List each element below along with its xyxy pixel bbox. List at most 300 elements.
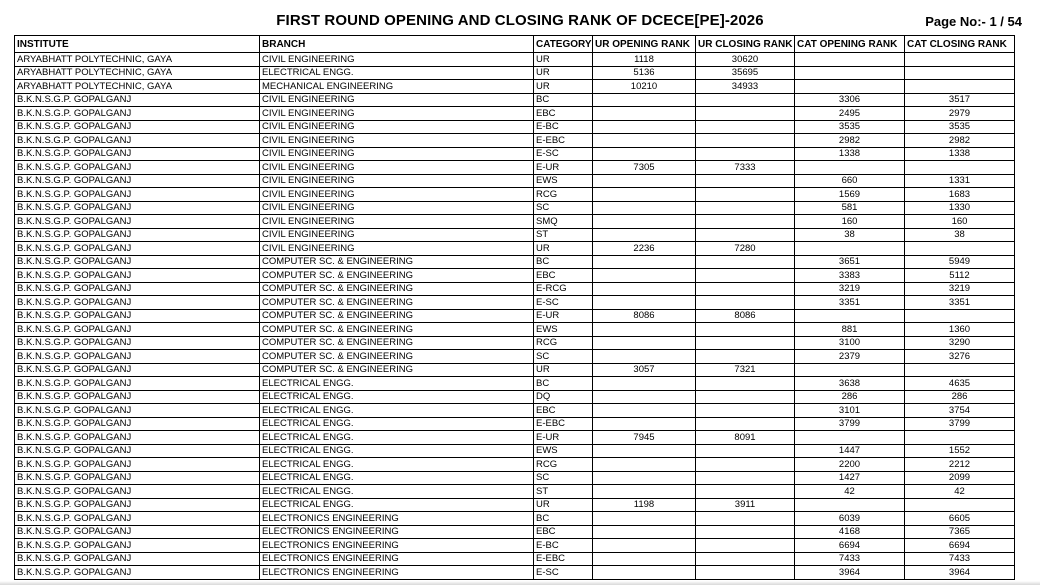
page-number: Page No:- 1 / 54 [925, 14, 1022, 29]
cell-institute: B.K.N.S.G.P. GOPALGANJ [15, 296, 260, 310]
cell-category: EWS [534, 444, 593, 458]
cell-branch: ELECTRONICS ENGINEERING [260, 512, 534, 526]
cell-institute: B.K.N.S.G.P. GOPALGANJ [15, 107, 260, 121]
cell-category: UR [534, 80, 593, 94]
cell-cat-closing-rank [905, 309, 1015, 323]
cell-cat-closing-rank: 38 [905, 228, 1015, 242]
cell-ur-opening-rank: 7945 [593, 431, 696, 445]
cell-cat-opening-rank: 881 [795, 323, 905, 337]
table-row [15, 350, 1015, 364]
cell-branch: COMPUTER SC. & ENGINEERING [260, 309, 534, 323]
table-row [15, 458, 1015, 472]
table-row [15, 417, 1015, 431]
header-category: CATEGORY [534, 36, 593, 53]
cell-branch: ELECTRICAL ENGG. [260, 66, 534, 80]
cell-ur-opening-rank: 2236 [593, 242, 696, 256]
cell-cat-opening-rank: 2200 [795, 458, 905, 472]
cell-category: UR [534, 363, 593, 377]
cell-ur-closing-rank [696, 471, 795, 485]
cell-ur-closing-rank: 30620 [696, 53, 795, 67]
cell-cat-closing-rank: 3964 [905, 566, 1015, 580]
cell-cat-opening-rank [795, 309, 905, 323]
document-title: FIRST ROUND OPENING AND CLOSING RANK OF DCECE[PE]-2026 [276, 12, 764, 29]
cell-cat-opening-rank: 3964 [795, 566, 905, 580]
cell-ur-closing-rank [696, 390, 795, 404]
cell-cat-opening-rank: 3100 [795, 336, 905, 350]
cell-branch: CIVIL ENGINEERING [260, 242, 534, 256]
cell-branch: CIVIL ENGINEERING [260, 120, 534, 134]
cell-cat-closing-rank: 3799 [905, 417, 1015, 431]
cell-ur-closing-rank: 8086 [696, 309, 795, 323]
cell-ur-opening-rank [593, 201, 696, 215]
cell-branch: CIVIL ENGINEERING [260, 174, 534, 188]
cell-cat-opening-rank: 581 [795, 201, 905, 215]
cell-cat-closing-rank: 1330 [905, 201, 1015, 215]
cell-ur-opening-rank [593, 512, 696, 526]
cell-branch: CIVIL ENGINEERING [260, 53, 534, 67]
cell-ur-closing-rank [696, 444, 795, 458]
cell-ur-opening-rank [593, 215, 696, 229]
cell-cat-opening-rank: 3638 [795, 377, 905, 391]
cell-cat-opening-rank: 3651 [795, 255, 905, 269]
cell-ur-closing-rank [696, 201, 795, 215]
cell-category: UR [534, 242, 593, 256]
cell-category: SC [534, 201, 593, 215]
cell-ur-closing-rank [696, 458, 795, 472]
cell-category: EBC [534, 525, 593, 539]
table-row [15, 161, 1015, 175]
cell-cat-closing-rank: 42 [905, 485, 1015, 499]
cell-ur-closing-rank [696, 107, 795, 121]
cell-institute: B.K.N.S.G.P. GOPALGANJ [15, 269, 260, 283]
cell-category: E-SC [534, 147, 593, 161]
cell-category: E-UR [534, 161, 593, 175]
cell-branch: COMPUTER SC. & ENGINEERING [260, 350, 534, 364]
cell-institute: B.K.N.S.G.P. GOPALGANJ [15, 282, 260, 296]
cell-branch: COMPUTER SC. & ENGINEERING [260, 255, 534, 269]
cell-cat-opening-rank: 160 [795, 215, 905, 229]
table-row [15, 485, 1015, 499]
cell-branch: CIVIL ENGINEERING [260, 228, 534, 242]
cell-category: E-SC [534, 296, 593, 310]
cell-institute: B.K.N.S.G.P. GOPALGANJ [15, 215, 260, 229]
cell-ur-opening-rank [593, 255, 696, 269]
table-row [15, 201, 1015, 215]
cell-ur-closing-rank [696, 350, 795, 364]
cell-ur-opening-rank [593, 377, 696, 391]
cell-ur-opening-rank: 1198 [593, 498, 696, 512]
cell-cat-opening-rank [795, 498, 905, 512]
cell-ur-closing-rank: 3911 [696, 498, 795, 512]
cell-branch: ELECTRICAL ENGG. [260, 498, 534, 512]
cell-ur-opening-rank [593, 471, 696, 485]
cell-institute: B.K.N.S.G.P. GOPALGANJ [15, 377, 260, 391]
cell-institute: B.K.N.S.G.P. GOPALGANJ [15, 404, 260, 418]
cell-institute: B.K.N.S.G.P. GOPALGANJ [15, 417, 260, 431]
cell-category: E-UR [534, 431, 593, 445]
cell-cat-opening-rank: 3306 [795, 93, 905, 107]
cell-ur-opening-rank [593, 174, 696, 188]
cell-cat-closing-rank [905, 431, 1015, 445]
cell-cat-opening-rank: 3219 [795, 282, 905, 296]
cell-category: EWS [534, 323, 593, 337]
cell-cat-closing-rank: 3754 [905, 404, 1015, 418]
cell-cat-opening-rank [795, 66, 905, 80]
cell-institute: B.K.N.S.G.P. GOPALGANJ [15, 539, 260, 553]
cell-cat-closing-rank: 1360 [905, 323, 1015, 337]
cell-ur-opening-rank [593, 444, 696, 458]
table-row [15, 566, 1015, 580]
header-ur-closing-rank: UR CLOSING RANK [696, 36, 795, 53]
cell-ur-closing-rank: 7321 [696, 363, 795, 377]
cell-cat-opening-rank: 6039 [795, 512, 905, 526]
cell-ur-closing-rank [696, 417, 795, 431]
cell-branch: ELECTRONICS ENGINEERING [260, 539, 534, 553]
cell-ur-opening-rank [593, 120, 696, 134]
cell-ur-closing-rank [696, 512, 795, 526]
cell-cat-closing-rank: 2212 [905, 458, 1015, 472]
table-row [15, 471, 1015, 485]
cell-cat-opening-rank [795, 161, 905, 175]
table-row [15, 174, 1015, 188]
cell-branch: CIVIL ENGINEERING [260, 215, 534, 229]
cell-category: E-EBC [534, 552, 593, 566]
cell-institute: ARYABHATT POLYTECHNIC, GAYA [15, 53, 260, 67]
cell-ur-opening-rank [593, 485, 696, 499]
cell-ur-closing-rank: 35695 [696, 66, 795, 80]
cell-branch: CIVIL ENGINEERING [260, 107, 534, 121]
table-row [15, 444, 1015, 458]
cell-institute: ARYABHATT POLYTECHNIC, GAYA [15, 80, 260, 94]
cell-category: SC [534, 471, 593, 485]
cell-ur-opening-rank: 1118 [593, 53, 696, 67]
cell-cat-closing-rank: 286 [905, 390, 1015, 404]
cell-institute: B.K.N.S.G.P. GOPALGANJ [15, 431, 260, 445]
cell-institute: B.K.N.S.G.P. GOPALGANJ [15, 471, 260, 485]
cell-ur-closing-rank [696, 377, 795, 391]
cell-ur-opening-rank [593, 282, 696, 296]
cell-ur-opening-rank: 5136 [593, 66, 696, 80]
table-row [15, 80, 1015, 94]
cell-category: EWS [534, 174, 593, 188]
cell-cat-opening-rank: 3535 [795, 120, 905, 134]
cell-institute: B.K.N.S.G.P. GOPALGANJ [15, 134, 260, 148]
header-branch: BRANCH [260, 36, 534, 53]
cell-cat-opening-rank: 1569 [795, 188, 905, 202]
cell-ur-closing-rank: 7280 [696, 242, 795, 256]
cell-cat-closing-rank: 4635 [905, 377, 1015, 391]
cell-ur-closing-rank [696, 404, 795, 418]
table-row [15, 498, 1015, 512]
cell-ur-opening-rank [593, 458, 696, 472]
cell-ur-closing-rank [696, 323, 795, 337]
table-row [15, 120, 1015, 134]
cell-branch: COMPUTER SC. & ENGINEERING [260, 323, 534, 337]
cell-cat-closing-rank: 2979 [905, 107, 1015, 121]
table-row [15, 269, 1015, 283]
cell-cat-opening-rank: 1338 [795, 147, 905, 161]
cell-institute: B.K.N.S.G.P. GOPALGANJ [15, 485, 260, 499]
cell-cat-closing-rank: 1331 [905, 174, 1015, 188]
cell-ur-closing-rank: 34933 [696, 80, 795, 94]
cell-cat-closing-rank: 6605 [905, 512, 1015, 526]
cell-category: UR [534, 53, 593, 67]
table-row [15, 107, 1015, 121]
header-cat-opening-rank: CAT OPENING RANK [795, 36, 905, 53]
cell-ur-closing-rank [696, 539, 795, 553]
cell-category: DQ [534, 390, 593, 404]
cell-ur-opening-rank [593, 539, 696, 553]
cell-cat-opening-rank: 2495 [795, 107, 905, 121]
table-row [15, 363, 1015, 377]
cell-cat-closing-rank: 1338 [905, 147, 1015, 161]
cell-category: SC [534, 350, 593, 364]
cell-branch: ELECTRICAL ENGG. [260, 404, 534, 418]
header-ur-opening-rank: UR OPENING RANK [593, 36, 696, 53]
cell-ur-opening-rank: 10210 [593, 80, 696, 94]
cell-ur-closing-rank [696, 282, 795, 296]
table-row [15, 282, 1015, 296]
cell-ur-closing-rank [696, 93, 795, 107]
rank-table [14, 35, 1015, 580]
cell-cat-closing-rank: 3276 [905, 350, 1015, 364]
table-row [15, 228, 1015, 242]
cell-ur-opening-rank [593, 269, 696, 283]
cell-ur-opening-rank: 8086 [593, 309, 696, 323]
cell-category: E-RCG [534, 282, 593, 296]
cell-ur-opening-rank [593, 228, 696, 242]
cell-ur-opening-rank [593, 336, 696, 350]
table-body [15, 53, 1015, 580]
cell-institute: B.K.N.S.G.P. GOPALGANJ [15, 390, 260, 404]
cell-category: RCG [534, 458, 593, 472]
cell-branch: CIVIL ENGINEERING [260, 161, 534, 175]
cell-category: EBC [534, 404, 593, 418]
cell-category: E-UR [534, 309, 593, 323]
cell-ur-closing-rank: 7333 [696, 161, 795, 175]
cell-cat-opening-rank: 38 [795, 228, 905, 242]
cell-cat-closing-rank [905, 363, 1015, 377]
cell-cat-closing-rank: 3351 [905, 296, 1015, 310]
cell-institute: B.K.N.S.G.P. GOPALGANJ [15, 255, 260, 269]
cell-branch: CIVIL ENGINEERING [260, 188, 534, 202]
cell-institute: B.K.N.S.G.P. GOPALGANJ [15, 242, 260, 256]
cell-cat-closing-rank [905, 498, 1015, 512]
cell-category: ST [534, 228, 593, 242]
cell-category: ST [534, 485, 593, 499]
cell-branch: ELECTRICAL ENGG. [260, 471, 534, 485]
table-row [15, 431, 1015, 445]
cell-branch: CIVIL ENGINEERING [260, 147, 534, 161]
table-row [15, 134, 1015, 148]
cell-category: E-EBC [534, 417, 593, 431]
header-cat-closing-rank: CAT CLOSING RANK [905, 36, 1015, 53]
cell-institute: B.K.N.S.G.P. GOPALGANJ [15, 188, 260, 202]
cell-branch: COMPUTER SC. & ENGINEERING [260, 269, 534, 283]
cell-category: UR [534, 498, 593, 512]
table-header-row [15, 36, 1015, 53]
cell-cat-closing-rank: 1552 [905, 444, 1015, 458]
cell-cat-closing-rank: 3290 [905, 336, 1015, 350]
cell-category: BC [534, 512, 593, 526]
cell-cat-closing-rank [905, 66, 1015, 80]
cell-cat-opening-rank [795, 80, 905, 94]
cell-institute: ARYABHATT POLYTECHNIC, GAYA [15, 66, 260, 80]
table-row [15, 336, 1015, 350]
cell-ur-closing-rank [696, 566, 795, 580]
cell-cat-opening-rank [795, 53, 905, 67]
cell-ur-closing-rank [696, 215, 795, 229]
cell-branch: CIVIL ENGINEERING [260, 134, 534, 148]
cell-ur-closing-rank [696, 255, 795, 269]
cell-cat-closing-rank: 7365 [905, 525, 1015, 539]
cell-institute: B.K.N.S.G.P. GOPALGANJ [15, 350, 260, 364]
cell-branch: COMPUTER SC. & ENGINEERING [260, 363, 534, 377]
cell-ur-opening-rank [593, 525, 696, 539]
cell-institute: B.K.N.S.G.P. GOPALGANJ [15, 444, 260, 458]
cell-branch: COMPUTER SC. & ENGINEERING [260, 336, 534, 350]
cell-ur-opening-rank [593, 107, 696, 121]
cell-institute: B.K.N.S.G.P. GOPALGANJ [15, 120, 260, 134]
cell-ur-opening-rank [593, 404, 696, 418]
cell-branch: CIVIL ENGINEERING [260, 93, 534, 107]
cell-branch: COMPUTER SC. & ENGINEERING [260, 296, 534, 310]
cell-ur-closing-rank [696, 228, 795, 242]
cell-category: UR [534, 66, 593, 80]
cell-cat-closing-rank [905, 242, 1015, 256]
cell-cat-opening-rank: 6694 [795, 539, 905, 553]
table-row [15, 296, 1015, 310]
cell-cat-opening-rank: 4168 [795, 525, 905, 539]
table-row [15, 215, 1015, 229]
cell-cat-closing-rank [905, 161, 1015, 175]
table-row [15, 242, 1015, 256]
cell-institute: B.K.N.S.G.P. GOPALGANJ [15, 363, 260, 377]
cell-institute: B.K.N.S.G.P. GOPALGANJ [15, 458, 260, 472]
table-row [15, 53, 1015, 67]
cell-cat-opening-rank [795, 431, 905, 445]
cell-institute: B.K.N.S.G.P. GOPALGANJ [15, 566, 260, 580]
cell-institute: B.K.N.S.G.P. GOPALGANJ [15, 336, 260, 350]
cell-cat-closing-rank: 3219 [905, 282, 1015, 296]
cell-cat-closing-rank: 1683 [905, 188, 1015, 202]
cell-cat-opening-rank: 1447 [795, 444, 905, 458]
cell-ur-opening-rank [593, 552, 696, 566]
cell-ur-closing-rank [696, 134, 795, 148]
cell-ur-opening-rank [593, 323, 696, 337]
cell-category: EBC [534, 269, 593, 283]
cell-cat-closing-rank [905, 80, 1015, 94]
cell-cat-opening-rank: 3101 [795, 404, 905, 418]
cell-institute: B.K.N.S.G.P. GOPALGANJ [15, 228, 260, 242]
cell-institute: B.K.N.S.G.P. GOPALGANJ [15, 309, 260, 323]
cell-ur-opening-rank [593, 390, 696, 404]
cell-branch: ELECTRONICS ENGINEERING [260, 552, 534, 566]
cell-branch: ELECTRICAL ENGG. [260, 417, 534, 431]
cell-ur-opening-rank [593, 417, 696, 431]
cell-branch: ELECTRICAL ENGG. [260, 377, 534, 391]
cell-category: RCG [534, 188, 593, 202]
cell-branch: ELECTRICAL ENGG. [260, 444, 534, 458]
table-row [15, 147, 1015, 161]
cell-category: E-SC [534, 566, 593, 580]
page-bottom-shadow [0, 581, 1040, 585]
table-row [15, 552, 1015, 566]
table-row [15, 309, 1015, 323]
cell-ur-closing-rank [696, 552, 795, 566]
cell-category: E-EBC [534, 134, 593, 148]
table-row [15, 539, 1015, 553]
cell-institute: B.K.N.S.G.P. GOPALGANJ [15, 498, 260, 512]
cell-category: E-BC [534, 539, 593, 553]
cell-cat-opening-rank: 660 [795, 174, 905, 188]
cell-ur-closing-rank [696, 147, 795, 161]
table-row [15, 525, 1015, 539]
cell-ur-opening-rank: 3057 [593, 363, 696, 377]
cell-institute: B.K.N.S.G.P. GOPALGANJ [15, 201, 260, 215]
cell-branch: ELECTRONICS ENGINEERING [260, 525, 534, 539]
cell-ur-opening-rank [593, 147, 696, 161]
cell-cat-opening-rank: 3799 [795, 417, 905, 431]
cell-branch: CIVIL ENGINEERING [260, 201, 534, 215]
table-row [15, 377, 1015, 391]
cell-category: E-BC [534, 120, 593, 134]
table-row [15, 323, 1015, 337]
cell-ur-closing-rank [696, 485, 795, 499]
cell-institute: B.K.N.S.G.P. GOPALGANJ [15, 525, 260, 539]
table-row [15, 66, 1015, 80]
cell-category: BC [534, 377, 593, 391]
cell-institute: B.K.N.S.G.P. GOPALGANJ [15, 93, 260, 107]
cell-cat-closing-rank: 160 [905, 215, 1015, 229]
cell-cat-closing-rank: 6694 [905, 539, 1015, 553]
cell-institute: B.K.N.S.G.P. GOPALGANJ [15, 174, 260, 188]
cell-ur-opening-rank: 7305 [593, 161, 696, 175]
cell-institute: B.K.N.S.G.P. GOPALGANJ [15, 512, 260, 526]
cell-cat-opening-rank: 3351 [795, 296, 905, 310]
table-row [15, 93, 1015, 107]
cell-ur-closing-rank [696, 188, 795, 202]
cell-cat-opening-rank [795, 242, 905, 256]
cell-branch: COMPUTER SC. & ENGINEERING [260, 282, 534, 296]
cell-cat-closing-rank: 3517 [905, 93, 1015, 107]
cell-category: SMQ [534, 215, 593, 229]
table-row [15, 390, 1015, 404]
cell-cat-closing-rank: 7433 [905, 552, 1015, 566]
cell-ur-closing-rank [696, 120, 795, 134]
cell-branch: ELECTRICAL ENGG. [260, 485, 534, 499]
cell-cat-closing-rank: 5112 [905, 269, 1015, 283]
cell-cat-opening-rank: 2379 [795, 350, 905, 364]
cell-branch: ELECTRICAL ENGG. [260, 431, 534, 445]
cell-category: BC [534, 255, 593, 269]
cell-cat-closing-rank: 2982 [905, 134, 1015, 148]
cell-cat-opening-rank: 3383 [795, 269, 905, 283]
cell-category: RCG [534, 336, 593, 350]
cell-category: BC [534, 93, 593, 107]
cell-ur-closing-rank [696, 336, 795, 350]
cell-cat-closing-rank: 2099 [905, 471, 1015, 485]
cell-branch: ELECTRICAL ENGG. [260, 390, 534, 404]
table-row [15, 404, 1015, 418]
cell-cat-opening-rank [795, 363, 905, 377]
cell-institute: B.K.N.S.G.P. GOPALGANJ [15, 323, 260, 337]
cell-ur-opening-rank [593, 93, 696, 107]
cell-cat-closing-rank: 5949 [905, 255, 1015, 269]
cell-ur-opening-rank [593, 566, 696, 580]
cell-cat-closing-rank [905, 53, 1015, 67]
table-row [15, 512, 1015, 526]
